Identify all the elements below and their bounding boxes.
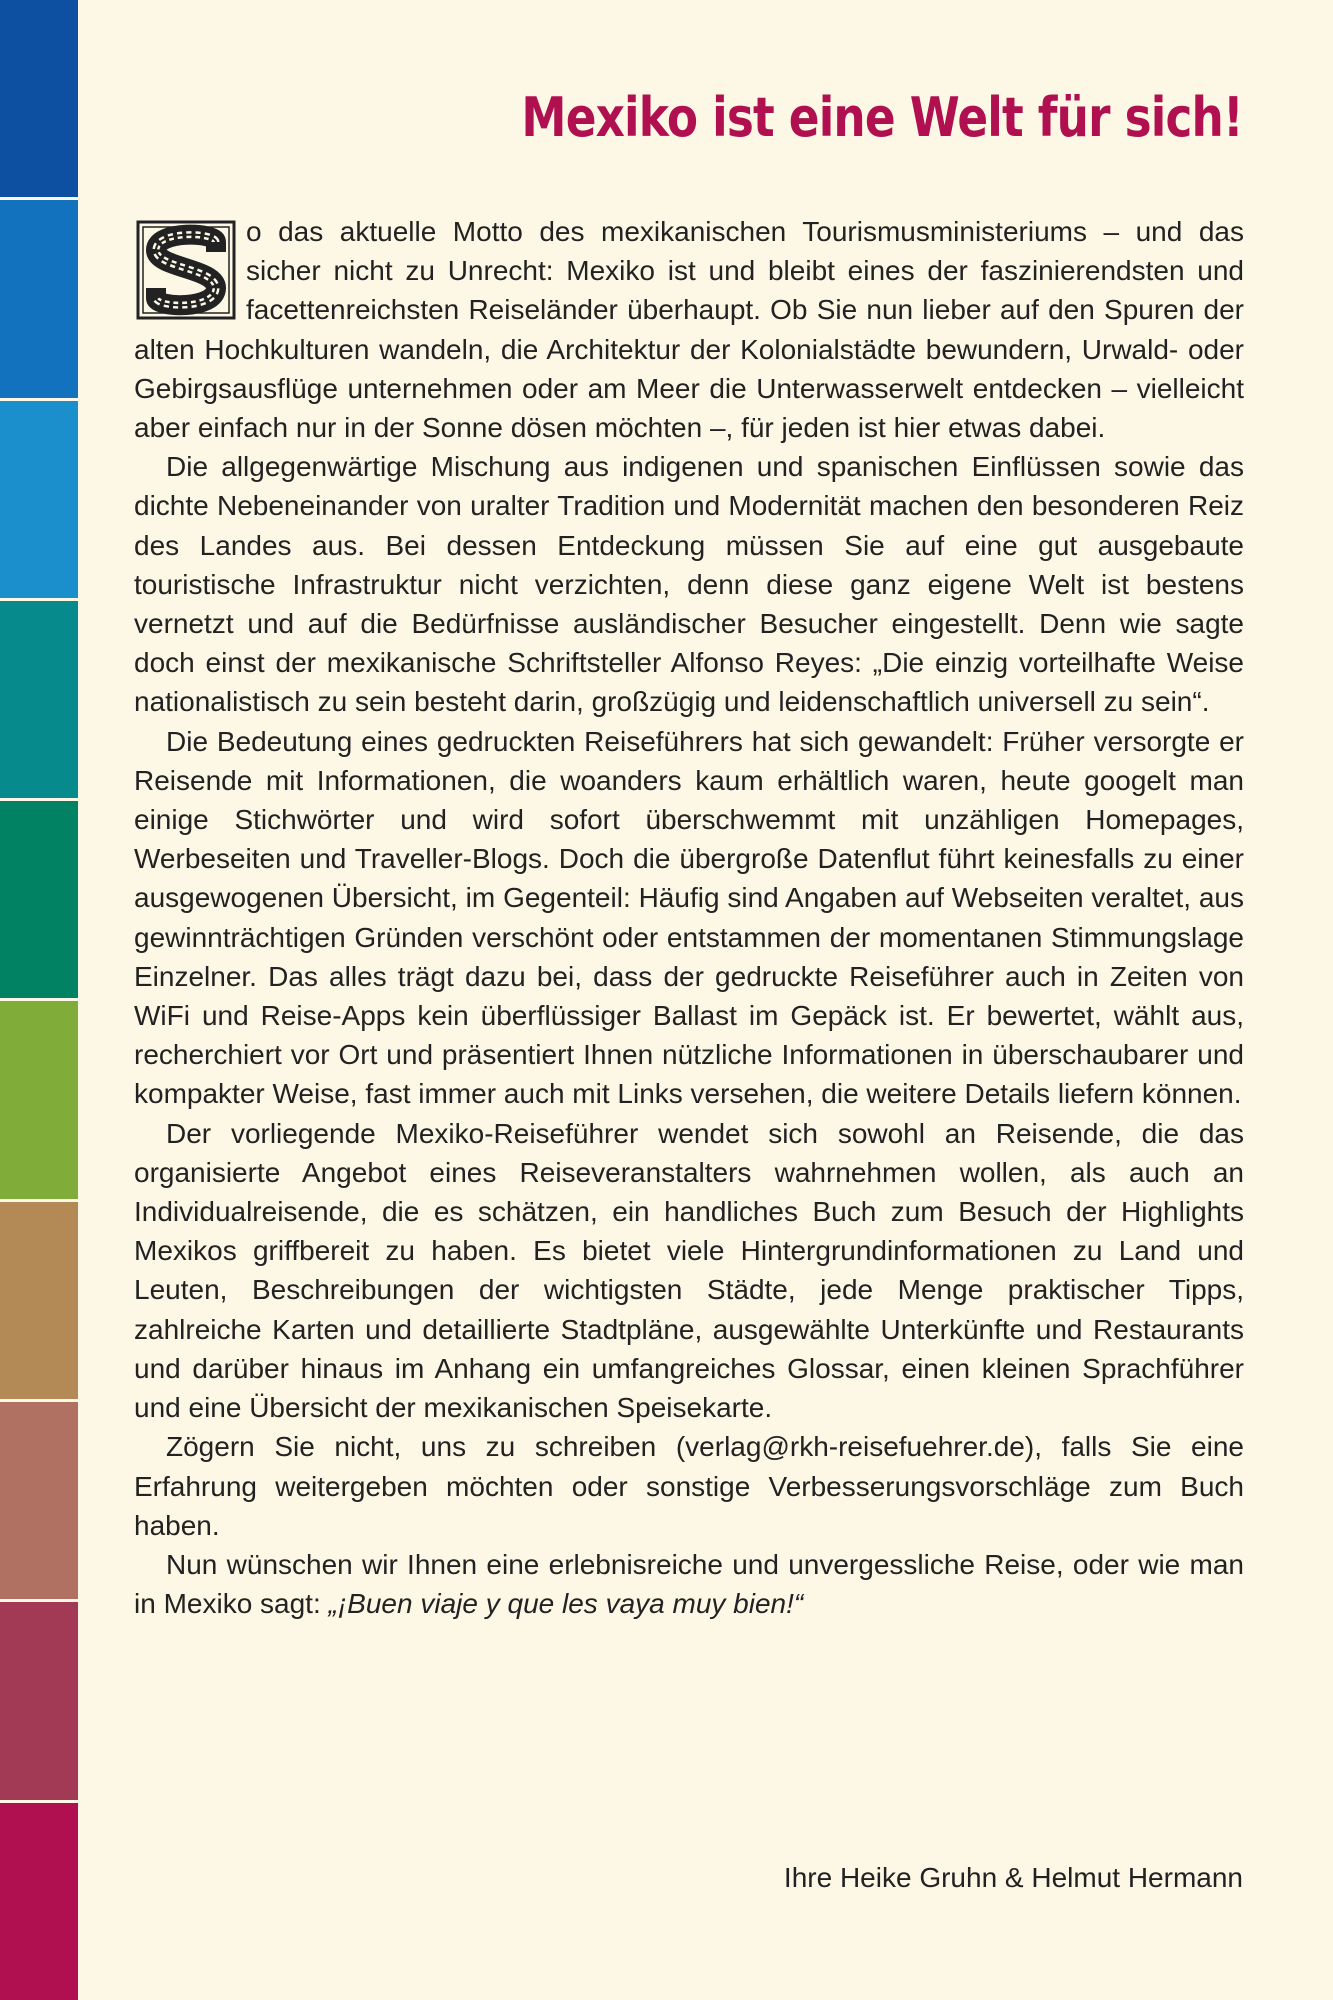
paragraph-2: Die allgegenwärtige Mischung aus indigenen und spanischen Einflüssen sowie das dichte Nebeneinander von uralter Tradition und Modernität machen den besonderen Reiz des Landes aus. Bei dessen Entdeckung müssen Sie auf eine gut ausgebaute touristische Infrastruktur nicht verzichten, denn diese ganz eigene Welt ist bestens vernetzt und auf die Bedürfnisse ausländischer Besucher eingestellt. Denn wie sagte doch einst der mexikanische Schriftsteller Alfonso Reyes: „Die einzig vorteilhafte Weise nationalistisch zu sein besteht darin, großzügig und leidenschaftlich universell zu sein“. — [134, 451, 1244, 718]
paragraph-6 — [134, 1545, 1244, 1623]
paragraph-1-text: o das aktuelle Motto des mexikanischen Tourismusministeriums – und das sicher nicht zu Unrecht: Mexiko ist und bleibt eines der faszinierendsten und facettenreichsten Reiseländer überhaupt. Ob Sie nun lieber auf den Spuren der alten Hochkulturen wandeln, die Architektur der Kolonialstädte bewundern, Urwald- oder Gebirgsausflüge unternehmen oder am Meer die Unterwasserwelt entdecken – vielleicht aber einfach nur in der Sonne dösen möchten –, für jeden ist hier etwas dabei. — [134, 216, 1244, 444]
strip-segment-raspberry — [0, 1602, 78, 1799]
strip-segment-blue — [0, 200, 78, 397]
paragraph-5: Zögern Sie nicht, uns zu schreiben (verlag@rkh-reisefuehrer.de), falls Sie eine Erfahrung weitergeben möchten oder sonstige Verbesserungsvorschläge zum Buch haben. — [134, 1431, 1244, 1541]
strip-segment-dark-blue — [0, 0, 78, 197]
color-strip — [0, 0, 78, 2000]
paragraph-4: Der vorliegende Mexiko-Reiseführer wendet sich sowohl an Reisende, die das organisierte Angebot eines Reiseveranstalters wahrnehmen wollen, als auch an Individualreisende, die es schätzen, ein handliches Buch zum Besuch der Highlights Mexikos griffbereit zu haben. Es bietet viele Hintergrundinformationen zu Land und Leuten, Beschreibungen der wichtigsten Städte, jede Menge praktischer Tipps, zahlreiche Karten und detaillierte Stadtpläne, ausgewählte Unterkünfte und Restaurants und darüber hinaus im Anhang ein umfangreiches Glossar, einen kleinen Sprachführer und eine Übersicht der mexikanischen Speisekarte. — [134, 1117, 1244, 1424]
paragraph-6-lead: Nun wünschen wir Ihnen eine erlebnisreiche und unvergessliche Reise, oder wie man in Mexiko sagt: — [134, 1548, 1244, 1620]
signature: Ihre Heike Gruhn & Helmut Hermann — [783, 1862, 1243, 1893]
strip-segment-light-blue — [0, 401, 78, 598]
strip-segment-tan — [0, 1202, 78, 1399]
strip-segment-lime — [0, 1001, 78, 1198]
body-text — [134, 212, 1244, 1623]
paragraph-1 — [134, 212, 1244, 447]
page-title: Mexiko ist eine Welt für sich! — [521, 86, 1243, 149]
strip-segment-rose-brown — [0, 1402, 78, 1599]
strip-segment-green — [0, 801, 78, 998]
dropcap-s-icon — [134, 218, 238, 322]
strip-segment-teal — [0, 601, 78, 798]
paragraph-3: Die Bedeutung eines gedruckten Reiseführers hat sich gewandelt: Früher versorgte er Reisende mit Informationen, die woanders kaum erhältlich waren, heute googelt man einige Stichwörter und wird sofort überschwemmt mit unzähligen Homepages, Werbeseiten und Traveller-Blogs. Doch die übergroße Datenflut führt keinesfalls zu einer ausgewogenen Übersicht, im Gegenteil: Häufig sind Angaben auf Webseiten veraltet, aus gewinnträchtigen Gründen verschönt oder entstammen der momentanen Stimmungslage Einzelner. Das alles trägt dazu bei, dass der gedruckte Reiseführer auch in Zeiten von WiFi und Reise-Apps kein überflüssiger Ballast im Gepäck ist. Er bewertet, wählt aus, recherchiert vor Ort und präsentiert Ihnen nützliche Informationen in überschaubarer und kompakter Weise, fast immer auch mit Links versehen, die weitere Details liefern können. — [134, 725, 1244, 1110]
strip-segment-magenta — [0, 1803, 78, 2000]
paragraph-6-quote: „¡Buen viaje y que les vaya muy bien!“ — [328, 1588, 804, 1620]
